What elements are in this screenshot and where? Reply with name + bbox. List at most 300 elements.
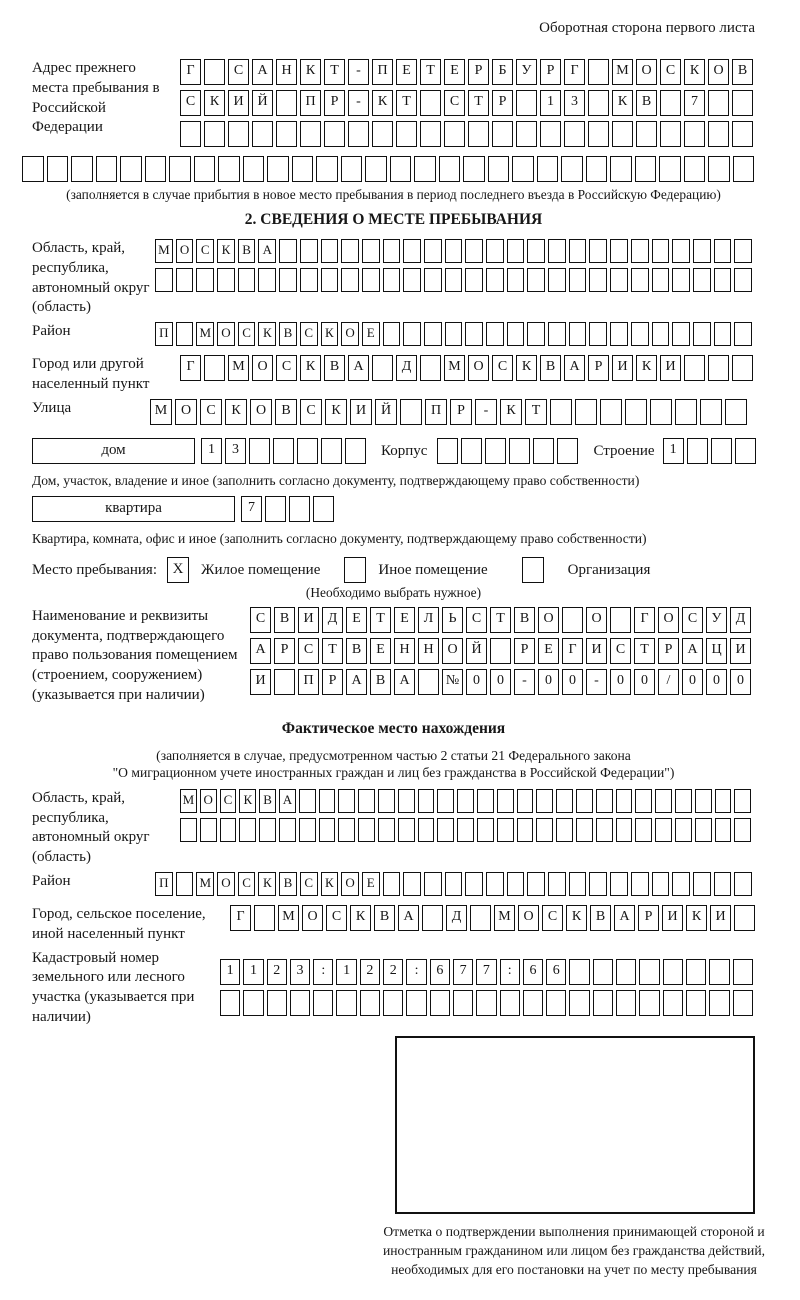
char-cell[interactable] <box>576 818 593 842</box>
char-cell[interactable] <box>569 268 587 292</box>
char-cell[interactable] <box>486 872 504 896</box>
char-cell[interactable]: 1 <box>336 959 356 985</box>
char-cell[interactable]: / <box>658 669 679 695</box>
char-cell[interactable] <box>616 959 636 985</box>
char-cell[interactable]: Г <box>564 59 585 85</box>
char-cell[interactable] <box>439 156 461 182</box>
char-cell[interactable] <box>600 399 622 425</box>
char-cell[interactable]: К <box>321 872 339 896</box>
char-cell[interactable]: Н <box>276 59 297 85</box>
char-cell[interactable] <box>465 239 483 263</box>
char-cell[interactable] <box>708 156 730 182</box>
char-cell[interactable]: О <box>586 607 607 633</box>
char-cell[interactable] <box>512 156 534 182</box>
char-cell[interactable] <box>507 322 525 346</box>
char-cell[interactable] <box>254 905 275 931</box>
char-cell[interactable] <box>477 789 494 813</box>
char-cell[interactable]: В <box>324 355 345 381</box>
char-cell[interactable] <box>383 322 401 346</box>
char-cell[interactable] <box>267 990 287 1016</box>
char-cell[interactable] <box>400 399 422 425</box>
char-cell[interactable] <box>362 268 380 292</box>
char-cell[interactable] <box>684 121 705 147</box>
char-cell[interactable] <box>517 789 534 813</box>
char-cell[interactable] <box>321 239 339 263</box>
char-cell[interactable] <box>176 268 194 292</box>
char-cell[interactable]: М <box>180 789 197 813</box>
char-cell[interactable] <box>279 818 296 842</box>
char-cell[interactable]: 0 <box>466 669 487 695</box>
char-cell[interactable]: В <box>346 638 367 664</box>
char-cell[interactable]: И <box>710 905 731 931</box>
char-cell[interactable] <box>663 959 683 985</box>
char-cell[interactable] <box>276 90 297 116</box>
char-cell[interactable] <box>588 59 609 85</box>
char-cell[interactable]: Е <box>394 607 415 633</box>
char-cell[interactable]: К <box>258 872 276 896</box>
char-cell[interactable] <box>420 355 441 381</box>
char-cell[interactable] <box>406 990 426 1016</box>
char-cell[interactable] <box>358 789 375 813</box>
char-cell[interactable]: А <box>279 789 296 813</box>
char-cell[interactable] <box>714 872 732 896</box>
char-cell[interactable]: 3 <box>225 438 246 464</box>
char-cell[interactable] <box>550 399 572 425</box>
char-cell[interactable] <box>516 121 537 147</box>
char-cell[interactable] <box>465 268 483 292</box>
char-cell[interactable] <box>659 156 681 182</box>
char-cell[interactable] <box>557 438 578 464</box>
char-cell[interactable]: К <box>239 789 256 813</box>
char-cell[interactable] <box>267 156 289 182</box>
char-cell[interactable]: И <box>660 355 681 381</box>
char-cell[interactable] <box>709 990 729 1016</box>
char-cell[interactable] <box>589 268 607 292</box>
char-cell[interactable] <box>300 239 318 263</box>
char-cell[interactable]: П <box>155 322 173 346</box>
char-cell[interactable] <box>625 399 647 425</box>
char-cell[interactable] <box>663 990 683 1016</box>
char-cell[interactable]: 2 <box>267 959 287 985</box>
char-cell[interactable]: 2 <box>360 959 380 985</box>
char-cell[interactable]: Г <box>180 355 201 381</box>
char-cell[interactable]: Е <box>396 59 417 85</box>
char-cell[interactable] <box>635 789 652 813</box>
char-cell[interactable] <box>289 496 310 522</box>
char-cell[interactable] <box>714 268 732 292</box>
char-cell[interactable] <box>586 156 608 182</box>
char-cell[interactable]: К <box>686 905 707 931</box>
char-cell[interactable]: Е <box>370 638 391 664</box>
char-cell[interactable] <box>259 818 276 842</box>
char-cell[interactable] <box>536 818 553 842</box>
char-cell[interactable] <box>540 121 561 147</box>
char-cell[interactable] <box>204 59 225 85</box>
char-cell[interactable] <box>589 239 607 263</box>
char-cell[interactable] <box>238 268 256 292</box>
char-cell[interactable]: С <box>660 59 681 85</box>
checkbox-inoe[interactable] <box>344 557 366 583</box>
char-cell[interactable] <box>424 322 442 346</box>
char-cell[interactable] <box>465 872 483 896</box>
char-cell[interactable]: А <box>348 355 369 381</box>
char-cell[interactable]: О <box>708 59 729 85</box>
char-cell[interactable] <box>639 990 659 1016</box>
char-cell[interactable]: К <box>636 355 657 381</box>
char-cell[interactable] <box>445 322 463 346</box>
char-cell[interactable] <box>527 872 545 896</box>
char-cell[interactable]: Л <box>418 607 439 633</box>
char-cell[interactable] <box>220 818 237 842</box>
char-cell[interactable] <box>732 355 753 381</box>
char-cell[interactable] <box>292 156 314 182</box>
char-cell[interactable]: С <box>298 638 319 664</box>
char-cell[interactable] <box>324 121 345 147</box>
char-cell[interactable] <box>71 156 93 182</box>
char-cell[interactable]: 7 <box>241 496 262 522</box>
char-cell[interactable] <box>569 872 587 896</box>
char-cell[interactable]: 6 <box>523 959 543 985</box>
char-cell[interactable]: К <box>516 355 537 381</box>
char-cell[interactable] <box>533 438 554 464</box>
char-cell[interactable] <box>660 90 681 116</box>
char-cell[interactable] <box>336 990 356 1016</box>
char-cell[interactable]: К <box>258 322 276 346</box>
char-cell[interactable] <box>418 818 435 842</box>
char-cell[interactable] <box>461 438 482 464</box>
char-cell[interactable] <box>299 789 316 813</box>
char-cell[interactable] <box>490 638 511 664</box>
char-cell[interactable] <box>486 239 504 263</box>
char-cell[interactable] <box>299 818 316 842</box>
char-cell[interactable] <box>477 818 494 842</box>
char-cell[interactable] <box>365 156 387 182</box>
char-cell[interactable]: О <box>217 322 235 346</box>
char-cell[interactable] <box>675 399 697 425</box>
char-cell[interactable] <box>279 268 297 292</box>
char-cell[interactable]: - <box>475 399 497 425</box>
char-cell[interactable]: 3 <box>564 90 585 116</box>
char-cell[interactable]: В <box>370 669 391 695</box>
char-cell[interactable] <box>596 789 613 813</box>
char-cell[interactable]: Т <box>525 399 547 425</box>
char-cell[interactable]: С <box>300 399 322 425</box>
char-cell[interactable]: К <box>300 355 321 381</box>
char-cell[interactable] <box>424 239 442 263</box>
char-cell[interactable]: С <box>466 607 487 633</box>
char-cell[interactable] <box>422 905 443 931</box>
char-cell[interactable] <box>672 239 690 263</box>
char-cell[interactable] <box>319 789 336 813</box>
char-cell[interactable]: К <box>204 90 225 116</box>
char-cell[interactable]: 0 <box>634 669 655 695</box>
char-cell[interactable]: П <box>155 872 173 896</box>
char-cell[interactable]: Т <box>634 638 655 664</box>
char-cell[interactable] <box>243 156 265 182</box>
char-cell[interactable]: 1 <box>243 959 263 985</box>
char-cell[interactable] <box>341 268 359 292</box>
char-cell[interactable] <box>383 990 403 1016</box>
char-cell[interactable]: М <box>155 239 173 263</box>
char-cell[interactable] <box>631 239 649 263</box>
char-cell[interactable]: Т <box>420 59 441 85</box>
char-cell[interactable] <box>735 438 756 464</box>
char-cell[interactable] <box>180 818 197 842</box>
char-cell[interactable]: А <box>564 355 585 381</box>
char-cell[interactable] <box>610 239 628 263</box>
char-cell[interactable]: Д <box>730 607 751 633</box>
char-cell[interactable]: С <box>238 322 256 346</box>
char-cell[interactable]: У <box>706 607 727 633</box>
char-cell[interactable]: Д <box>322 607 343 633</box>
char-cell[interactable]: Р <box>540 59 561 85</box>
char-cell[interactable] <box>612 121 633 147</box>
char-cell[interactable]: 1 <box>663 438 684 464</box>
char-cell[interactable] <box>655 789 672 813</box>
char-cell[interactable]: Й <box>375 399 397 425</box>
char-cell[interactable] <box>527 239 545 263</box>
char-cell[interactable] <box>176 322 194 346</box>
char-cell[interactable]: В <box>238 239 256 263</box>
char-cell[interactable] <box>672 322 690 346</box>
char-cell[interactable] <box>556 818 573 842</box>
char-cell[interactable]: Г <box>230 905 251 931</box>
char-cell[interactable] <box>655 818 672 842</box>
char-cell[interactable]: Р <box>492 90 513 116</box>
char-cell[interactable]: 1 <box>220 959 240 985</box>
char-cell[interactable] <box>445 268 463 292</box>
char-cell[interactable]: Ц <box>706 638 727 664</box>
char-cell[interactable] <box>249 438 270 464</box>
char-cell[interactable] <box>243 990 263 1016</box>
char-cell[interactable] <box>711 438 732 464</box>
char-cell[interactable] <box>517 818 534 842</box>
char-cell[interactable]: Б <box>492 59 513 85</box>
char-cell[interactable] <box>575 399 597 425</box>
char-cell[interactable] <box>732 90 753 116</box>
char-cell[interactable] <box>437 438 458 464</box>
char-cell[interactable]: В <box>732 59 753 85</box>
char-cell[interactable] <box>276 121 297 147</box>
char-cell[interactable] <box>527 322 545 346</box>
char-cell[interactable]: К <box>684 59 705 85</box>
char-cell[interactable]: О <box>341 872 359 896</box>
char-cell[interactable] <box>424 268 442 292</box>
char-cell[interactable]: О <box>252 355 273 381</box>
char-cell[interactable] <box>684 156 706 182</box>
char-cell[interactable]: К <box>372 90 393 116</box>
char-cell[interactable] <box>734 268 752 292</box>
char-cell[interactable]: С <box>300 322 318 346</box>
char-cell[interactable] <box>734 905 755 931</box>
char-cell[interactable] <box>383 239 401 263</box>
char-cell[interactable]: А <box>682 638 703 664</box>
char-cell[interactable]: Г <box>180 59 201 85</box>
char-cell[interactable]: 0 <box>682 669 703 695</box>
char-cell[interactable] <box>145 156 167 182</box>
char-cell[interactable]: В <box>275 399 297 425</box>
char-cell[interactable] <box>486 322 504 346</box>
char-cell[interactable] <box>734 239 752 263</box>
char-cell[interactable]: А <box>258 239 276 263</box>
char-cell[interactable] <box>509 438 530 464</box>
char-cell[interactable] <box>507 268 525 292</box>
char-cell[interactable] <box>636 121 657 147</box>
char-cell[interactable] <box>548 239 566 263</box>
char-cell[interactable]: Т <box>322 638 343 664</box>
char-cell[interactable] <box>660 121 681 147</box>
char-cell[interactable] <box>378 818 395 842</box>
char-cell[interactable] <box>734 322 752 346</box>
char-cell[interactable]: И <box>250 669 271 695</box>
char-cell[interactable]: С <box>326 905 347 931</box>
char-cell[interactable]: Е <box>538 638 559 664</box>
char-cell[interactable]: В <box>274 607 295 633</box>
char-cell[interactable]: 6 <box>430 959 450 985</box>
char-cell[interactable]: О <box>636 59 657 85</box>
char-cell[interactable] <box>290 990 310 1016</box>
char-cell[interactable]: С <box>250 607 271 633</box>
char-cell[interactable]: К <box>350 905 371 931</box>
char-cell[interactable] <box>273 438 294 464</box>
char-cell[interactable]: Т <box>370 607 391 633</box>
char-cell[interactable] <box>616 990 636 1016</box>
char-cell[interactable]: 1 <box>201 438 222 464</box>
char-cell[interactable]: В <box>259 789 276 813</box>
char-cell[interactable]: С <box>682 607 703 633</box>
char-cell[interactable]: : <box>313 959 333 985</box>
char-cell[interactable] <box>96 156 118 182</box>
char-cell[interactable] <box>546 990 566 1016</box>
char-cell[interactable]: 6 <box>546 959 566 985</box>
char-cell[interactable] <box>169 156 191 182</box>
char-cell[interactable] <box>465 322 483 346</box>
char-cell[interactable]: 7 <box>453 959 473 985</box>
char-cell[interactable] <box>445 239 463 263</box>
char-cell[interactable]: М <box>278 905 299 931</box>
char-cell[interactable] <box>362 239 380 263</box>
char-cell[interactable]: К <box>325 399 347 425</box>
char-cell[interactable]: Р <box>450 399 472 425</box>
char-cell[interactable]: Ь <box>442 607 463 633</box>
char-cell[interactable] <box>686 959 706 985</box>
char-cell[interactable] <box>708 90 729 116</box>
char-cell[interactable]: О <box>175 399 197 425</box>
char-cell[interactable]: Р <box>638 905 659 931</box>
char-cell[interactable] <box>22 156 44 182</box>
char-cell[interactable] <box>378 789 395 813</box>
char-cell[interactable]: И <box>298 607 319 633</box>
char-cell[interactable]: Р <box>514 638 535 664</box>
char-cell[interactable] <box>345 438 366 464</box>
char-cell[interactable] <box>341 156 363 182</box>
char-cell[interactable]: В <box>374 905 395 931</box>
char-cell[interactable]: И <box>350 399 372 425</box>
char-cell[interactable]: П <box>300 90 321 116</box>
char-cell[interactable] <box>360 990 380 1016</box>
char-cell[interactable] <box>631 872 649 896</box>
char-cell[interactable]: О <box>468 355 489 381</box>
char-cell[interactable] <box>569 959 589 985</box>
char-cell[interactable] <box>217 268 235 292</box>
char-cell[interactable]: К <box>217 239 235 263</box>
char-cell[interactable]: М <box>150 399 172 425</box>
char-cell[interactable]: У <box>516 59 537 85</box>
char-cell[interactable]: В <box>279 872 297 896</box>
char-cell[interactable] <box>610 872 628 896</box>
char-cell[interactable] <box>437 789 454 813</box>
char-cell[interactable]: 0 <box>538 669 559 695</box>
char-cell[interactable]: М <box>196 872 214 896</box>
char-cell[interactable]: Й <box>252 90 273 116</box>
char-cell[interactable] <box>523 990 543 1016</box>
char-cell[interactable]: Р <box>324 90 345 116</box>
char-cell[interactable]: 0 <box>706 669 727 695</box>
char-cell[interactable] <box>500 990 520 1016</box>
char-cell[interactable]: К <box>300 59 321 85</box>
char-cell[interactable] <box>548 268 566 292</box>
char-cell[interactable]: Й <box>466 638 487 664</box>
char-cell[interactable] <box>321 438 342 464</box>
char-cell[interactable]: Н <box>394 638 415 664</box>
char-cell[interactable] <box>200 818 217 842</box>
char-cell[interactable] <box>652 322 670 346</box>
char-cell[interactable] <box>396 121 417 147</box>
char-cell[interactable]: Е <box>346 607 367 633</box>
char-cell[interactable] <box>536 789 553 813</box>
char-cell[interactable]: М <box>228 355 249 381</box>
char-cell[interactable] <box>639 959 659 985</box>
char-cell[interactable]: 0 <box>490 669 511 695</box>
char-cell[interactable] <box>228 121 249 147</box>
char-cell[interactable]: 7 <box>684 90 705 116</box>
char-cell[interactable]: Е <box>362 322 380 346</box>
char-cell[interactable] <box>420 90 441 116</box>
char-cell[interactable] <box>700 399 722 425</box>
char-cell[interactable] <box>403 268 421 292</box>
char-cell[interactable] <box>675 789 692 813</box>
char-cell[interactable]: Р <box>658 638 679 664</box>
char-cell[interactable]: С <box>276 355 297 381</box>
char-cell[interactable] <box>424 872 442 896</box>
char-cell[interactable] <box>300 268 318 292</box>
char-cell[interactable]: В <box>636 90 657 116</box>
char-cell[interactable] <box>693 322 711 346</box>
char-cell[interactable]: Е <box>444 59 465 85</box>
char-cell[interactable] <box>258 268 276 292</box>
char-cell[interactable] <box>403 239 421 263</box>
char-cell[interactable]: Г <box>634 607 655 633</box>
char-cell[interactable] <box>610 268 628 292</box>
char-cell[interactable] <box>338 818 355 842</box>
char-cell[interactable]: И <box>612 355 633 381</box>
char-cell[interactable]: О <box>518 905 539 931</box>
char-cell[interactable] <box>252 121 273 147</box>
char-cell[interactable] <box>516 90 537 116</box>
char-cell[interactable]: Д <box>446 905 467 931</box>
char-cell[interactable] <box>265 496 286 522</box>
char-cell[interactable] <box>485 438 506 464</box>
char-cell[interactable] <box>589 322 607 346</box>
char-cell[interactable]: 0 <box>730 669 751 695</box>
char-cell[interactable] <box>457 789 474 813</box>
char-cell[interactable]: Г <box>562 638 583 664</box>
char-cell[interactable]: О <box>658 607 679 633</box>
char-cell[interactable] <box>486 268 504 292</box>
char-cell[interactable] <box>725 399 747 425</box>
char-cell[interactable]: - <box>514 669 535 695</box>
char-cell[interactable] <box>714 239 732 263</box>
